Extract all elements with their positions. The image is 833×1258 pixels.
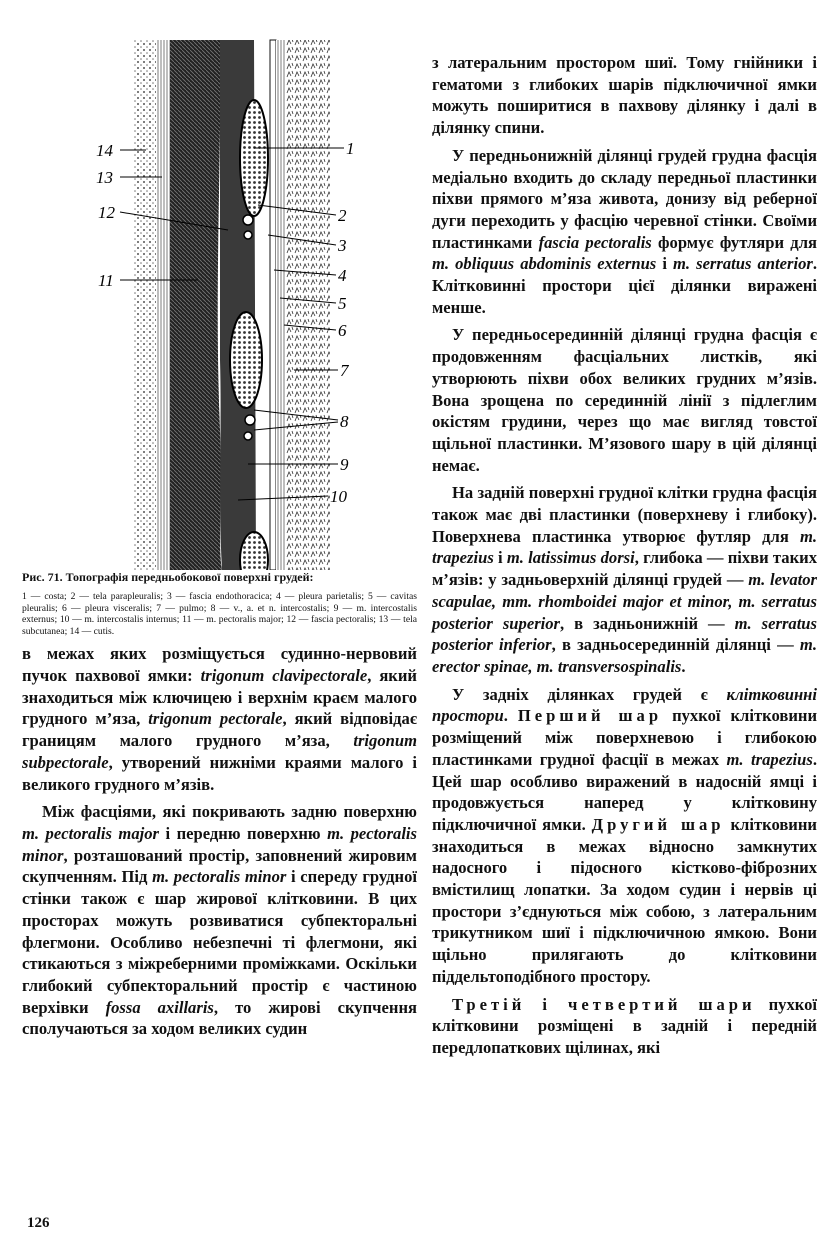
anatomical-figure — [22, 30, 417, 570]
label-5: 5 — [338, 294, 347, 313]
right-paragraph-3: У передньосерединній ділянці грудна фасція є продовженням фасціальних листків, які утворюють піхви обох великих грудних м’язів. Вона зрощена по серединній лінії з підлеглим окістям грудини, через що має вигляд товстої щільної пластинки. М’язового шару в цій ділянці немає. — [432, 325, 817, 475]
label-7: 7 — [340, 361, 349, 380]
label-4: 4 — [338, 266, 347, 285]
label-8: 8 — [340, 412, 349, 431]
figure-caption — [22, 570, 417, 637]
right-paragraph-1: з латеральним простором шиї. Тому гнійники і гематоми з глибоких шарів підключичної ямки можуть поширитися в пахвову ділянку і далі в ділянку спини. — [432, 53, 817, 138]
right-paragraph-4: На задній поверхні грудної клітки грудна фасція також має дві пластинки (поверхневу і глибоку). Поверхнева пластинка утворює футляр для m. trapezius і m. latissimus dorsi, глибока — піхви таких м’язів: у задньоверхній ділянці грудей — m. levator scapulae, mm. rhomboidei major et minor, m. serratus posterior superior, в задньонижній — m. serratus posterior inferior, в задньосерединній ділянці — m. erector spinae, m. transversospinalis. — [432, 483, 817, 676]
left-paragraph-1: в межах яких розміщується судинно-нервовий пучок пахвової ямки: trigonum clavipectorale, який знаходиться між ключицею і верхнім краєм малого грудного м’яза, trigonum pectorale, який відповідає границям малого грудного м’яза, trigonum subpectorale, утворений нижніми краями малого і великого грудного м’язів. — [22, 644, 417, 794]
label-12: 12 — [98, 203, 115, 222]
right-body-text — [432, 52, 817, 1059]
label-1: 1 — [346, 139, 355, 158]
right-column — [432, 52, 817, 1059]
label-9: 9 — [340, 455, 349, 474]
left-paragraph-2: Між фасціями, які покривають задню поверхню m. pectoralis major і передню поверхню m. pectoralis minor, розташований простір, заповнений жировим скупченням. Під m. pectoralis minor і спереду грудної стінки також є шар жирової клітковини. В цих просторах можуть розвиватися субпекторальні флегмони. Особливо небезпечні ті флегмони, які стикаються з міжреберними проміжками. Оскільки глибокий субпекторальний простір є частиною верхівки fossa axillaris, то жирові скупчення сполучаються за ходом великих судин — [22, 802, 417, 1039]
label-3: 3 — [338, 236, 347, 255]
left-column — [22, 30, 417, 1040]
label-14: 14 — [96, 141, 113, 160]
right-paragraph-5: У задніх ділянках грудей є клітковинні простори. Перший шар пухкої клітковини розміщений між поверхневою і глибокою пластинками грудної фасції в межах m. trapezius. Цей шар особливо виражений в надосній ямці і продовжується наперед у клітковину підключичної ямки. Другий шар клітковини знаходиться в межах відносно замкнутих надосного і підосного кістково-фіброзних вмістилищ лопатки. За ходом судин і нервів ці простори з’єднуються між собою, з латеральним трикутником шиї і підключичною ямкою. Вони щільно прилягають до клітковини піддельтоподібного простору. — [432, 684, 817, 986]
label-2: 2 — [338, 206, 347, 225]
right-paragraph-6: Третій і четвертий шари пухкої клітковини розміщені в задній і передній передлопаткових щілинах, які — [432, 994, 817, 1057]
right-paragraph-2: У передньонижній ділянці грудей грудна фасція медіально входить до складу передньої пластинки піхви прямого м’яза живота, донизу від реберної дуги переходить у фасцію черевної стінки. Своїми пластинками fascia pectoralis формує футляри для m. obliquus abdominis externus і m. serratus anterior. Клітковинні простори цієї ділянки виражені менше. — [432, 145, 817, 317]
label-11: 11 — [98, 271, 114, 290]
figure-drawing — [22, 30, 417, 570]
caption-title: Рис. 71. Топографія передньобокової поверхні грудей: — [22, 570, 314, 584]
page-number: 126 — [27, 1215, 50, 1231]
label-13: 13 — [96, 168, 113, 187]
left-body-text — [22, 643, 417, 1040]
label-10: 10 — [330, 487, 347, 506]
label-6: 6 — [338, 321, 347, 340]
caption-legend: 1 — costa; 2 — tela paraplеuralis; 3 — fascia endothoracica; 4 — pleura parietalis; 5 — cavitas pleuralis; 6 — pleura visceralis; 7 — pulmo; 8 — v., a. et n. intercostalis; 9 — m. intercostalis externus; 10 — m. intercostalis internus; 11 — m. pectoralis major; 12 — fascia pectoralis; 13 — tela subcutanea; 14 — cutis. — [22, 591, 417, 637]
